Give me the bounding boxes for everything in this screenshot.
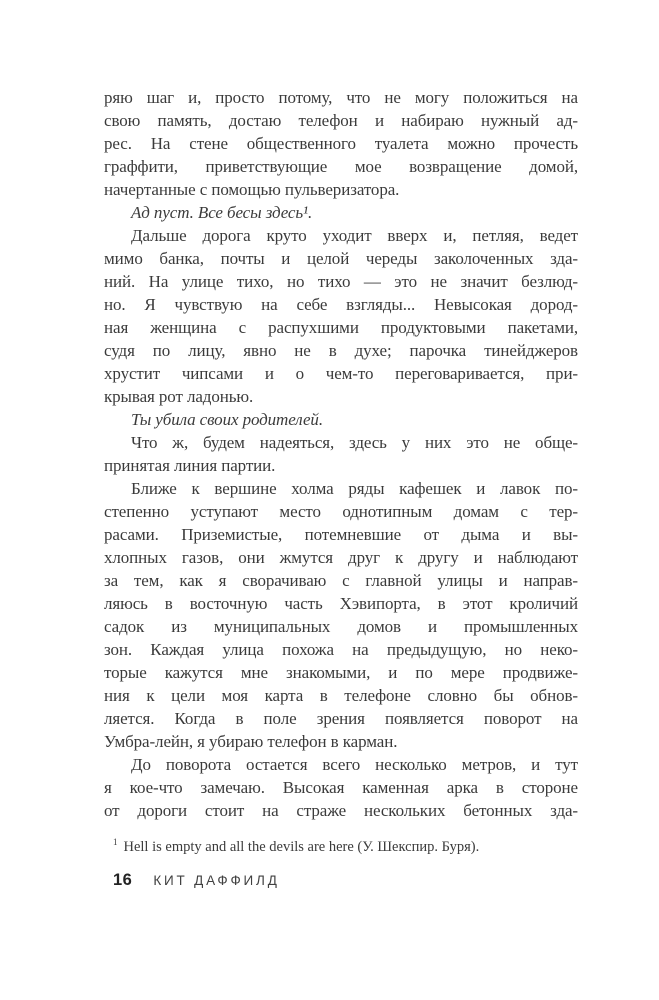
text-line: от дороги стоит на страже нескольких бетонных зда-	[104, 801, 578, 820]
text-line: крывая рот ладонью.	[104, 387, 254, 406]
text-line: ляется. Когда в поле зрения появляется поворот на	[104, 709, 578, 728]
text-line: хлопных газов, они жмутся друг к другу и наблюдают	[104, 548, 578, 567]
paragraph	[104, 201, 578, 224]
paragraph	[104, 86, 578, 201]
text-line: До поворота остается всего несколько метров, и тут	[131, 755, 578, 774]
text-line: Умбра-лейн, я убираю телефон в карман.	[104, 732, 398, 751]
text-line: расами. Приземистые, потемневшие от дыма и вы-	[104, 525, 578, 544]
footnote-marker: 1	[113, 837, 118, 847]
page-text-block	[104, 86, 578, 822]
text-line: Дальше дорога круто уходит вверх и, петляя, ведет	[131, 226, 578, 245]
text-line: Ближе к вершине холма ряды кафешек и лавок по-	[131, 479, 578, 498]
text-line: но. Я чувствую на себе взгляды... Невысокая дород-	[104, 295, 578, 314]
footnote-text: Hell is empty and all the devils are here (У. Шекспир. Буря).	[123, 838, 480, 855]
text-line: зон. Каждая улица похожа на предыдущую, но неко-	[104, 640, 578, 659]
text-line: садок из муниципальных домов и промышленных	[104, 617, 578, 636]
text-line: степенно уступают место однотипным домам с тер-	[104, 502, 578, 521]
text-line: ряю шаг и, просто потому, что не могу положиться на	[104, 88, 578, 107]
text-line: рес. На стене общественного туалета можно прочесть	[104, 134, 578, 153]
text-line: начертанные с помощью пульверизатора.	[104, 180, 400, 199]
paragraph	[104, 224, 578, 408]
text-line: мимо банка, почты и целой череды заколоченных зда-	[104, 249, 578, 268]
text-line: за тем, как я сворачиваю с главной улицы и направ-	[104, 571, 578, 590]
text-line: свою память, достаю телефон и набираю нужный ад-	[104, 111, 578, 130]
page-number: 16	[113, 871, 133, 889]
text-line: ляюсь в восточную часть Хэвипорта, в этот кроличий	[104, 594, 578, 613]
text-line: хрустит чипсами и о чем-то переговаривается, при-	[104, 364, 578, 383]
paragraph	[104, 753, 578, 822]
text-line: принятая линия партии.	[104, 456, 276, 475]
paragraph	[104, 477, 578, 753]
text-line: торые кажутся мне знакомыми, и по мере продвиже-	[104, 663, 578, 682]
text-line: ная женщина с распухшими продуктовыми пакетами,	[104, 318, 578, 337]
text-line: Ты убила своих родителей.	[131, 410, 323, 429]
text-line: судя по лицу, явно не в духе; парочка тинейджеров	[104, 341, 578, 360]
text-line: ния к цели моя карта в телефоне словно бы обнов-	[104, 686, 578, 705]
text-line: Что ж, будем надеяться, здесь у них это не обще-	[131, 433, 578, 452]
paragraph	[104, 408, 578, 431]
text-line: Ад пуст. Все бесы здесь¹.	[131, 203, 313, 222]
page-footer	[113, 871, 280, 890]
text-line: я кое-что замечаю. Высокая каменная арка в стороне	[104, 778, 578, 797]
footnote	[113, 833, 578, 856]
text-line: ний. На улице тихо, но тихо — это не значит безлюд-	[104, 272, 578, 291]
text-line: граффити, приветствующие мое возвращение домой,	[104, 157, 578, 176]
paragraph	[104, 431, 578, 477]
author-name: КИТ ДАФФИЛД	[153, 873, 280, 888]
